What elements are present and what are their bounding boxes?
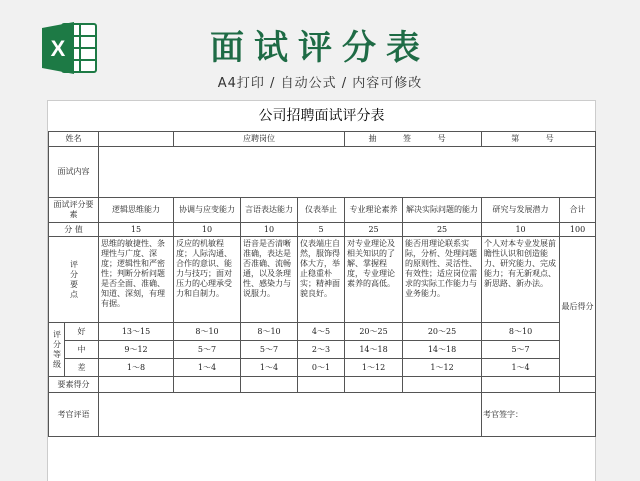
score-table bbox=[48, 131, 596, 437]
element-score-cell[interactable] bbox=[403, 377, 482, 393]
element-score-cell[interactable] bbox=[345, 377, 403, 393]
grade-mid-range: 14～18 bbox=[345, 341, 403, 359]
element-score-cell[interactable] bbox=[241, 377, 298, 393]
grade-bad-range: 1～4 bbox=[482, 359, 560, 377]
criterion-points: 语音是否清晰准确，表达是否准确、流畅通，以及条理性、感染力与说服力。 bbox=[241, 237, 298, 323]
criterion-name: 专业理论素养 bbox=[345, 198, 403, 223]
criterion-name: 解决实际问题的能力 bbox=[403, 198, 482, 223]
criterion-points: 个人对本专业发展前瞻性认识和创造能力、研究能力、完成能力；有无新观点、新思路、新办法。 bbox=[482, 237, 560, 323]
name-label: 姓名 bbox=[49, 132, 99, 147]
grade-good-label: 好 bbox=[65, 323, 99, 341]
name-value[interactable] bbox=[99, 132, 174, 147]
order-label: 第 号 bbox=[482, 132, 596, 147]
position-label: 应聘岗位 bbox=[174, 132, 345, 147]
total-label: 合计 bbox=[560, 198, 596, 223]
grade-good-range: 13～15 bbox=[99, 323, 174, 341]
grade-good-range: 4～5 bbox=[298, 323, 345, 341]
criterion-points: 思维的敏捷性、条理性与广度、深度；逻辑性和严密性；判断分析问题是否全面、准确、知道、深刻，有理有据。 bbox=[99, 237, 174, 323]
elements-score-label: 要素得分 bbox=[49, 377, 99, 393]
criterion-points: 反应的机敏程度；人际沟通、合作的意识、能力与技巧；面对压力的心理承受力和自制力。 bbox=[174, 237, 241, 323]
criterion-points: 能否用理论联系实际，分析、处理问题的原则性、灵活性、有效性；适应岗位需求的实际工作能力与业务能力。 bbox=[403, 237, 482, 323]
criterion-score: 25 bbox=[345, 223, 403, 237]
grade-mid-range: 5～7 bbox=[241, 341, 298, 359]
grade-good-range: 20～25 bbox=[345, 323, 403, 341]
lot-label: 抽 签 号 bbox=[345, 132, 482, 147]
points-label: 评分要点 bbox=[49, 237, 99, 323]
elements-label: 面试评分要素 bbox=[49, 198, 99, 223]
score-sheet bbox=[47, 100, 596, 481]
grade-good-range: 8～10 bbox=[174, 323, 241, 341]
comment-label: 考官评语 bbox=[49, 393, 99, 437]
grade-bad-range: 1～8 bbox=[99, 359, 174, 377]
grade-bad-range: 1～12 bbox=[403, 359, 482, 377]
element-score-cell[interactable] bbox=[174, 377, 241, 393]
criterion-name: 逻辑思维能力 bbox=[99, 198, 174, 223]
criterion-name: 协调与应变能力 bbox=[174, 198, 241, 223]
grade-bad-range: 0～1 bbox=[298, 359, 345, 377]
grade-bad-range: 1～12 bbox=[345, 359, 403, 377]
grade-good-range: 20～25 bbox=[403, 323, 482, 341]
criterion-score: 15 bbox=[99, 223, 174, 237]
comment-value[interactable] bbox=[99, 393, 482, 437]
final-score-value[interactable] bbox=[560, 377, 596, 393]
grade-bad-label: 差 bbox=[65, 359, 99, 377]
element-score-cell[interactable] bbox=[99, 377, 174, 393]
content-label: 面试内容 bbox=[49, 147, 99, 198]
page-title: 面试评分表 bbox=[210, 28, 430, 68]
grade-mid-label: 中 bbox=[65, 341, 99, 359]
criterion-points: 仪表端庄自然，服饰得体大方，举止稳重朴实；精神面貌良好。 bbox=[298, 237, 345, 323]
criterion-score: 10 bbox=[241, 223, 298, 237]
grade-mid-range: 14～18 bbox=[403, 341, 482, 359]
criterion-score: 10 bbox=[174, 223, 241, 237]
page-subtitle: A4打印 / 自动公式 / 内容可修改 bbox=[217, 76, 423, 91]
criterion-score: 10 bbox=[482, 223, 560, 237]
score-label: 分 值 bbox=[49, 223, 99, 237]
grade-good-range: 8～10 bbox=[482, 323, 560, 341]
grade-bad-range: 1～4 bbox=[174, 359, 241, 377]
element-score-cell[interactable] bbox=[298, 377, 345, 393]
criterion-score: 5 bbox=[298, 223, 345, 237]
grade-bad-range: 1～4 bbox=[241, 359, 298, 377]
grade-mid-range: 5～7 bbox=[482, 341, 560, 359]
grade-mid-range: 5～7 bbox=[174, 341, 241, 359]
grade-mid-range: 9～12 bbox=[99, 341, 174, 359]
grade-mid-range: 2～3 bbox=[298, 341, 345, 359]
content-value[interactable] bbox=[99, 147, 596, 198]
svg-text:X: X bbox=[50, 36, 66, 61]
criterion-name: 研究与发展潜力 bbox=[482, 198, 560, 223]
grade-good-range: 8～10 bbox=[241, 323, 298, 341]
total-value: 100 bbox=[560, 223, 596, 237]
element-score-cell[interactable] bbox=[482, 377, 560, 393]
signature-label: 考官签字： bbox=[482, 393, 596, 437]
sheet-title: 公司招聘面试评分表 bbox=[258, 108, 385, 124]
criterion-name: 仪表举止 bbox=[298, 198, 345, 223]
criterion-score: 25 bbox=[403, 223, 482, 237]
grade-label: 评分等级 bbox=[49, 323, 65, 377]
final-score-label: 最后得分 bbox=[560, 237, 596, 377]
criterion-name: 言语表达能力 bbox=[241, 198, 298, 223]
criterion-points: 对专业理论及相关知识的了解、掌握程度，专业理论素养的高低。 bbox=[345, 237, 403, 323]
page-header bbox=[0, 0, 640, 100]
